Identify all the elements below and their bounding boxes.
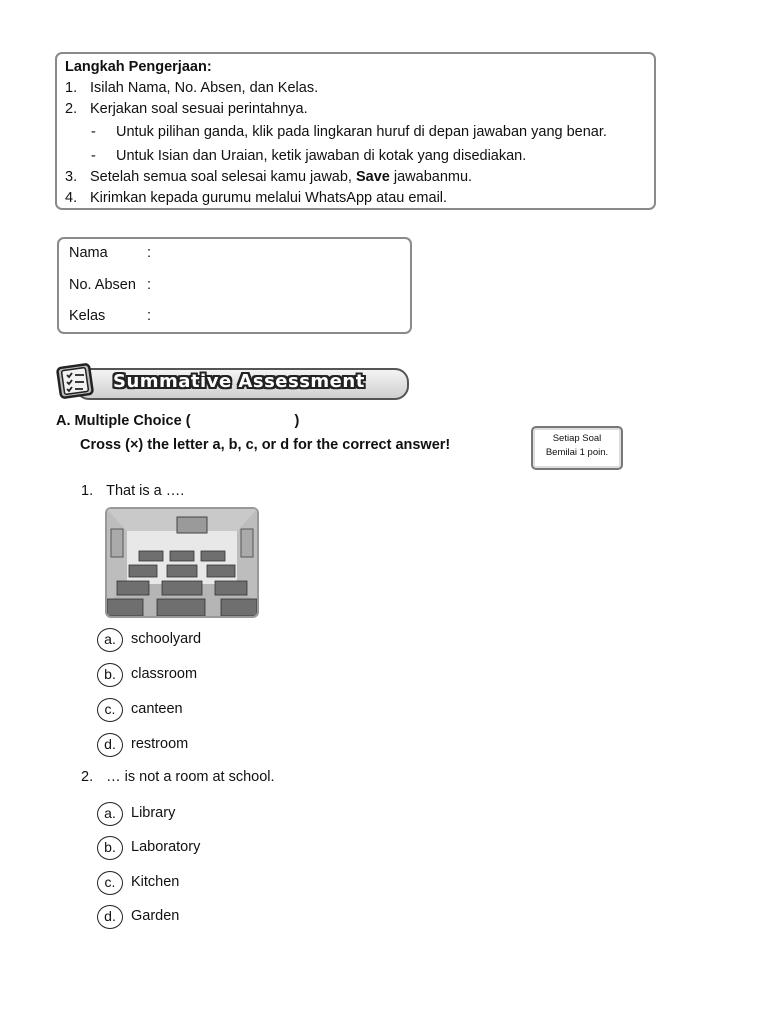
option-circle[interactable]: d. (97, 733, 123, 757)
question-number: 2. (81, 769, 94, 785)
option-text: restroom (131, 736, 189, 752)
badge-line-2: Bemilai 1 poin. (545, 447, 609, 458)
option-text: Library (131, 805, 176, 821)
option-circle[interactable]: a. (97, 628, 123, 652)
option-circle[interactable]: c. (97, 698, 123, 722)
option-circle[interactable]: a. (97, 802, 123, 826)
option-text: Garden (131, 908, 180, 924)
field-label: No. Absen (69, 277, 136, 293)
instruction-substep (91, 147, 527, 165)
instruction-step (65, 100, 308, 118)
step-number: 4. (65, 190, 78, 206)
step-text: Kerjakan soal sesuai perintahnya. (90, 101, 308, 117)
banner-title: Summative Assessment (113, 371, 365, 392)
instructions-heading: Langkah Pengerjaan: (65, 59, 212, 75)
question-number: 1. (81, 483, 94, 499)
option-text: schoolyard (131, 631, 202, 647)
step-text: Untuk pilihan ganda, klik pada lingkaran huruf di depan jawaban yang benar. (116, 124, 607, 140)
section-title-text: A. Multiple Choice ( (56, 413, 191, 429)
step-number: 3. (65, 169, 78, 185)
class-field[interactable] (69, 308, 151, 324)
step-bullet: - (91, 148, 96, 164)
identity-box (57, 237, 412, 334)
section-title-close: ) (294, 413, 300, 429)
step-text-part: Setelah semua soal selesai kamu jawab, (90, 169, 356, 185)
field-label: Nama (69, 245, 108, 261)
field-separator: : (147, 245, 152, 261)
option-text: canteen (131, 701, 183, 717)
option-text: classroom (131, 666, 198, 682)
name-field[interactable] (69, 245, 151, 261)
section-a-instruction: Cross (×) the letter a, b, c, or d for the correct answer! (80, 437, 451, 453)
step-number: 2. (65, 101, 78, 117)
badge-line-1: Setiap Soal (552, 433, 602, 444)
field-separator: : (147, 277, 152, 293)
points-badge (531, 426, 623, 470)
step-text (90, 168, 472, 186)
step-number: 1. (65, 80, 78, 96)
option-circle[interactable]: c. (97, 871, 123, 895)
option-text: Laboratory (131, 839, 201, 855)
absen-field[interactable] (69, 277, 151, 293)
question-text: That is a …. (106, 483, 185, 499)
step-text: Isilah Nama, No. Absen, dan Kelas. (90, 80, 319, 96)
option-circle[interactable]: b. (97, 836, 123, 860)
step-text: Untuk Isian dan Uraian, ketik jawaban di kotak yang disediakan. (116, 148, 527, 164)
instruction-step (65, 79, 319, 97)
summative-banner (55, 362, 407, 400)
question-2 (81, 769, 275, 785)
section-a-title (56, 413, 299, 429)
step-text-part: jawabanmu. (389, 169, 473, 185)
instruction-step (65, 168, 473, 186)
step-bullet: - (91, 124, 96, 140)
question-text: … is not a room at school. (106, 769, 275, 785)
field-label: Kelas (69, 308, 106, 324)
instructions-box (55, 52, 656, 210)
step-text: Kirimkan kepada gurumu melalui WhatsApp atau email. (90, 190, 448, 206)
option-circle[interactable]: b. (97, 663, 123, 687)
question-1 (81, 483, 184, 499)
option-circle[interactable]: d. (97, 905, 123, 929)
instruction-step (65, 189, 448, 207)
step-text-bold: Save (355, 169, 390, 185)
field-separator: : (147, 308, 152, 324)
option-text: Kitchen (131, 874, 180, 890)
classroom-picture (105, 507, 259, 618)
instruction-substep (91, 123, 607, 141)
checklist-icon (55, 362, 97, 400)
